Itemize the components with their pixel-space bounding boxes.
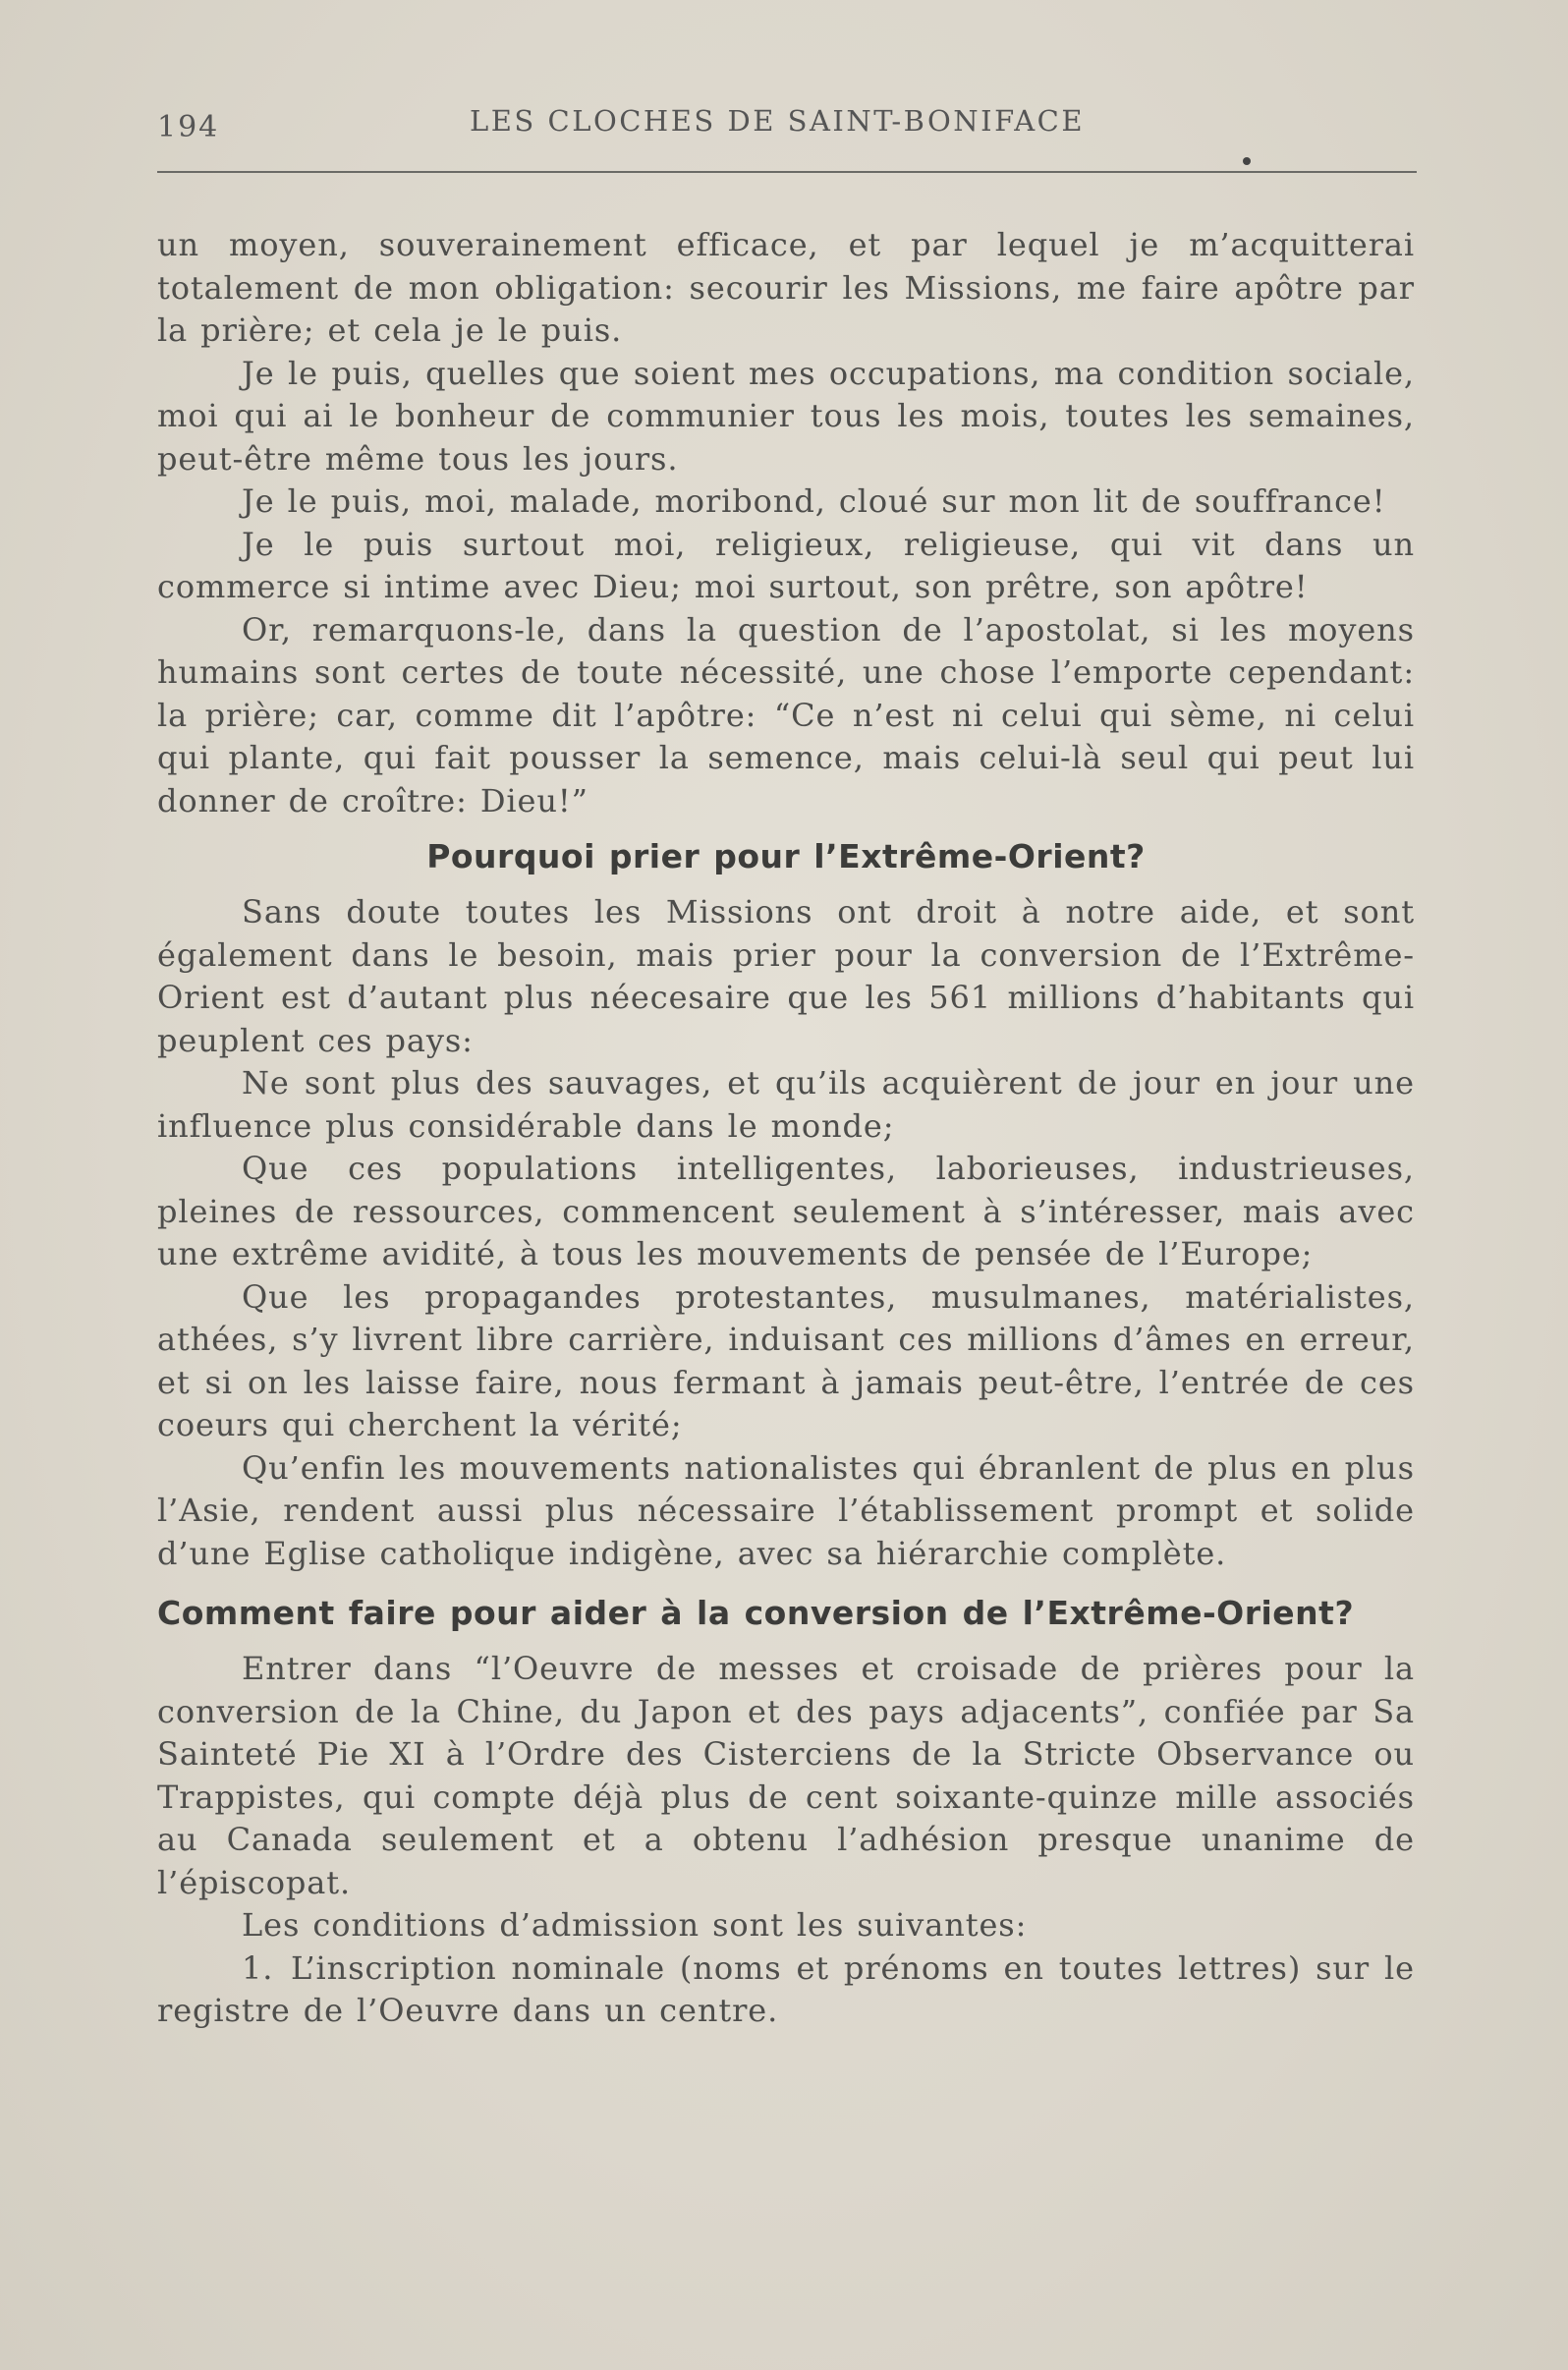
header-ornament-dot — [1243, 157, 1251, 165]
header-rule — [157, 171, 1417, 173]
list-item — [157, 1947, 1415, 2033]
paragraph: Je le puis, moi, malade, moribond, cloué sur mon lit de souffrance! — [242, 482, 1386, 520]
paragraph: Sans doute toutes les Missions ont droit à notre aide, et sont également dans le besoin, mais prier pour la conversion de l’Extrême-Orient est d’autant plus néecesaire que les 561 millions d’habitants qui peuplent ces pays: — [157, 893, 1415, 1059]
page-number: 194 — [157, 110, 220, 144]
paragraph: Or, remarquons-le, dans la question de l’apostolat, si les moyens humains sont certes de toute nécessité, une chose l’emporte cependant: la prière; car, comme dit l’apôtre: “Ce n’est ni celui qui sème, ni celui qui plante, qui fait pousser la semence, mais celui-là seul qui peut lui donner de croître: Dieu!” — [157, 610, 1415, 819]
running-title: LES CLOCHES DE SAINT-BONIFACE — [470, 104, 1086, 138]
conditions-list — [157, 1947, 1415, 2033]
paragraph: Qu’enfin les mouvements nationalistes qui ébranlent de plus en plus l’Asie, rendent aussi plus nécessaire l’établissement prompt et solide d’une Eglise catholique indigène, avec sa hiérarchie complète. — [157, 1448, 1415, 1572]
paragraph: Ne sont plus des sauvages, et qu’ils acquièrent de jour en jour une influence plus considérable dans le monde; — [157, 1064, 1415, 1145]
paragraph: Les conditions d’admission sont les suivantes: — [242, 1906, 1028, 1944]
paragraph: Je le puis surtout moi, religieux, religieuse, qui vit dans un commerce si intime avec Dieu; moi surtout, son prêtre, son apôtre! — [157, 525, 1415, 605]
paragraph: un moyen, souverainement efficace, et par lequel je m’acquitterai totalement de mon obligation: secourir les Missions, me faire apôtre par la prière; et cela je le puis. — [157, 226, 1415, 349]
paragraph: Je le puis, quelles que soient mes occupations, ma condition sociale, moi qui ai le bonheur de communier tous les mois, toutes les semaines, peut-être même tous les jours. — [157, 354, 1415, 478]
section-heading-how-to-help: Comment faire pour aider à la conversion de l’Extrême-Orient? — [157, 1594, 1355, 1632]
paragraph: Que ces populations intelligentes, laborieuses, industrieuses, pleines de ressources, commencent seulement à s’intéresser, mais avec une extrême avidité, à tous les mouvements de pensée de l’Europe; — [157, 1150, 1415, 1272]
list-item-text: L’inscription nominale (noms et prénoms en toutes lettres) sur le registre de l’Oeuvre dans un centre. — [157, 1948, 1415, 2029]
paragraph: Entrer dans “l’Oeuvre de messes et croisade de prières pour la conversion de la Chine, du Japon et des pays adjacents”, confiée par Sa Sainteté Pie XI à l’Ordre des Cisterciens de la Stricte Observance ou Trappistes, qui compte déjà plus de cent soixante-quinze mille associés au Canada seulement et a obtenu l’adhésion presque unanime de l’épiscopat. — [157, 1650, 1415, 1901]
body-text — [157, 224, 1415, 2033]
section-heading-why-pray: Pourquoi prier pour l’Extrême-Orient? — [426, 837, 1146, 875]
list-item-number: 1. — [242, 1948, 274, 1987]
paragraph: Que les propagandes protestantes, musulmanes, matérialistes, athées, s’y livrent libre carrière, induisant ces millions d’âmes en erreur, et si on les laisse faire, nous fermant à jamais peut-être, l’entrée de ces coeurs qui cherchent la vérité; — [157, 1277, 1415, 1443]
page-header — [157, 94, 1415, 143]
